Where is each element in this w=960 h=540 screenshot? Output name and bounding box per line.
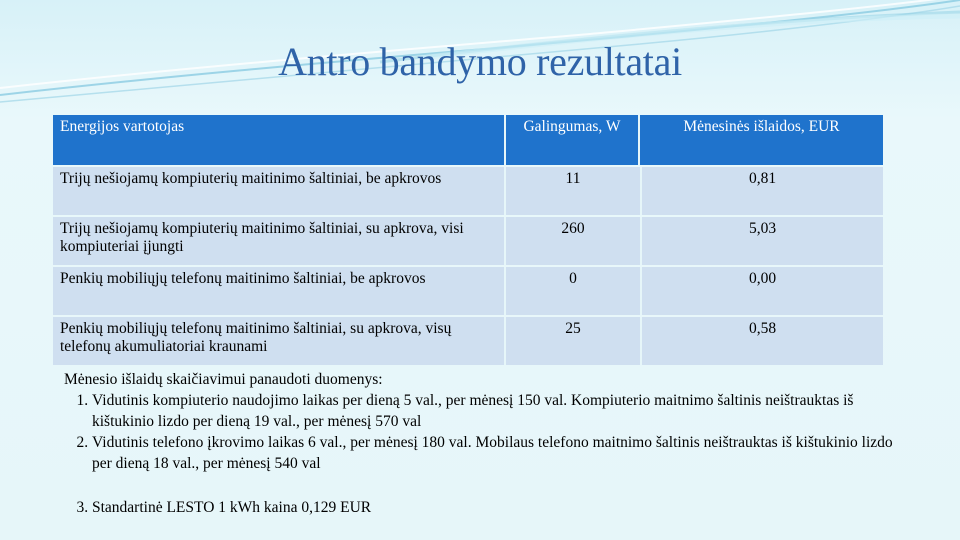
cell-cost: 0,81 bbox=[640, 167, 883, 215]
table-row bbox=[53, 267, 883, 315]
column-header-consumer: Energijos vartotojas bbox=[53, 115, 504, 165]
column-header-monthly-cost: Mėnesinės išlaidos, EUR bbox=[640, 115, 883, 165]
results-table bbox=[53, 113, 883, 367]
cell-power: 25 bbox=[504, 317, 640, 365]
cell-consumer: Trijų nešiojamų kompiuterių maitinimo šaltiniai, be apkrovos bbox=[53, 167, 504, 215]
cell-consumer: Penkių mobiliųjų telefonų maitinimo šaltiniai, be apkrovos bbox=[53, 267, 504, 315]
table-row bbox=[53, 317, 883, 365]
table-row bbox=[53, 167, 883, 215]
list-item: 1. Vidutinis kompiuterio naudojimo laikas per dieną 5 val., per mėnesį 150 val. Kompiuterio maitnimo šaltinis neištrauktas iš kištukinio lizdo per dieną 19 val., per mėnesį 570 val bbox=[92, 390, 894, 432]
column-header-power: Galingumas, W bbox=[504, 115, 640, 165]
cell-cost: 0,00 bbox=[640, 267, 883, 315]
notes-intro: Mėnesio išlaidų skaičiavimui panaudoti duomenys: bbox=[64, 371, 383, 388]
list-item: 3. Standartinė LESTO 1 kWh kaina 0,129 EUR bbox=[92, 497, 894, 518]
cell-consumer: Penkių mobiliųjų telefonų maitinimo šaltiniai, su apkrova, visų telefonų akumuliatoriai kraunami bbox=[53, 317, 504, 365]
list-item: 2. Vidutinis telefono įkrovimo laikas 6 val., per mėnesį 180 val. Mobilaus telefono maitnimo šaltinis neištrauktas iš kištukinio lizdo per dieną 18 val., per mėnesį 540 val bbox=[92, 432, 894, 474]
cell-cost: 5,03 bbox=[640, 217, 883, 265]
table-header-row bbox=[53, 115, 883, 165]
cell-consumer: Trijų nešiojamų kompiuterių maitinimo šaltiniai, su apkrova, visi kompiuteriai įjungti bbox=[53, 217, 504, 265]
slide-title: Antro bandymo rezultatai bbox=[278, 39, 682, 84]
cell-power: 260 bbox=[504, 217, 640, 265]
calculation-notes bbox=[64, 369, 894, 518]
cell-cost: 0,58 bbox=[640, 317, 883, 365]
cell-power: 0 bbox=[504, 267, 640, 315]
notes-list bbox=[64, 390, 894, 518]
table-row bbox=[53, 217, 883, 265]
cell-power: 11 bbox=[504, 167, 640, 215]
